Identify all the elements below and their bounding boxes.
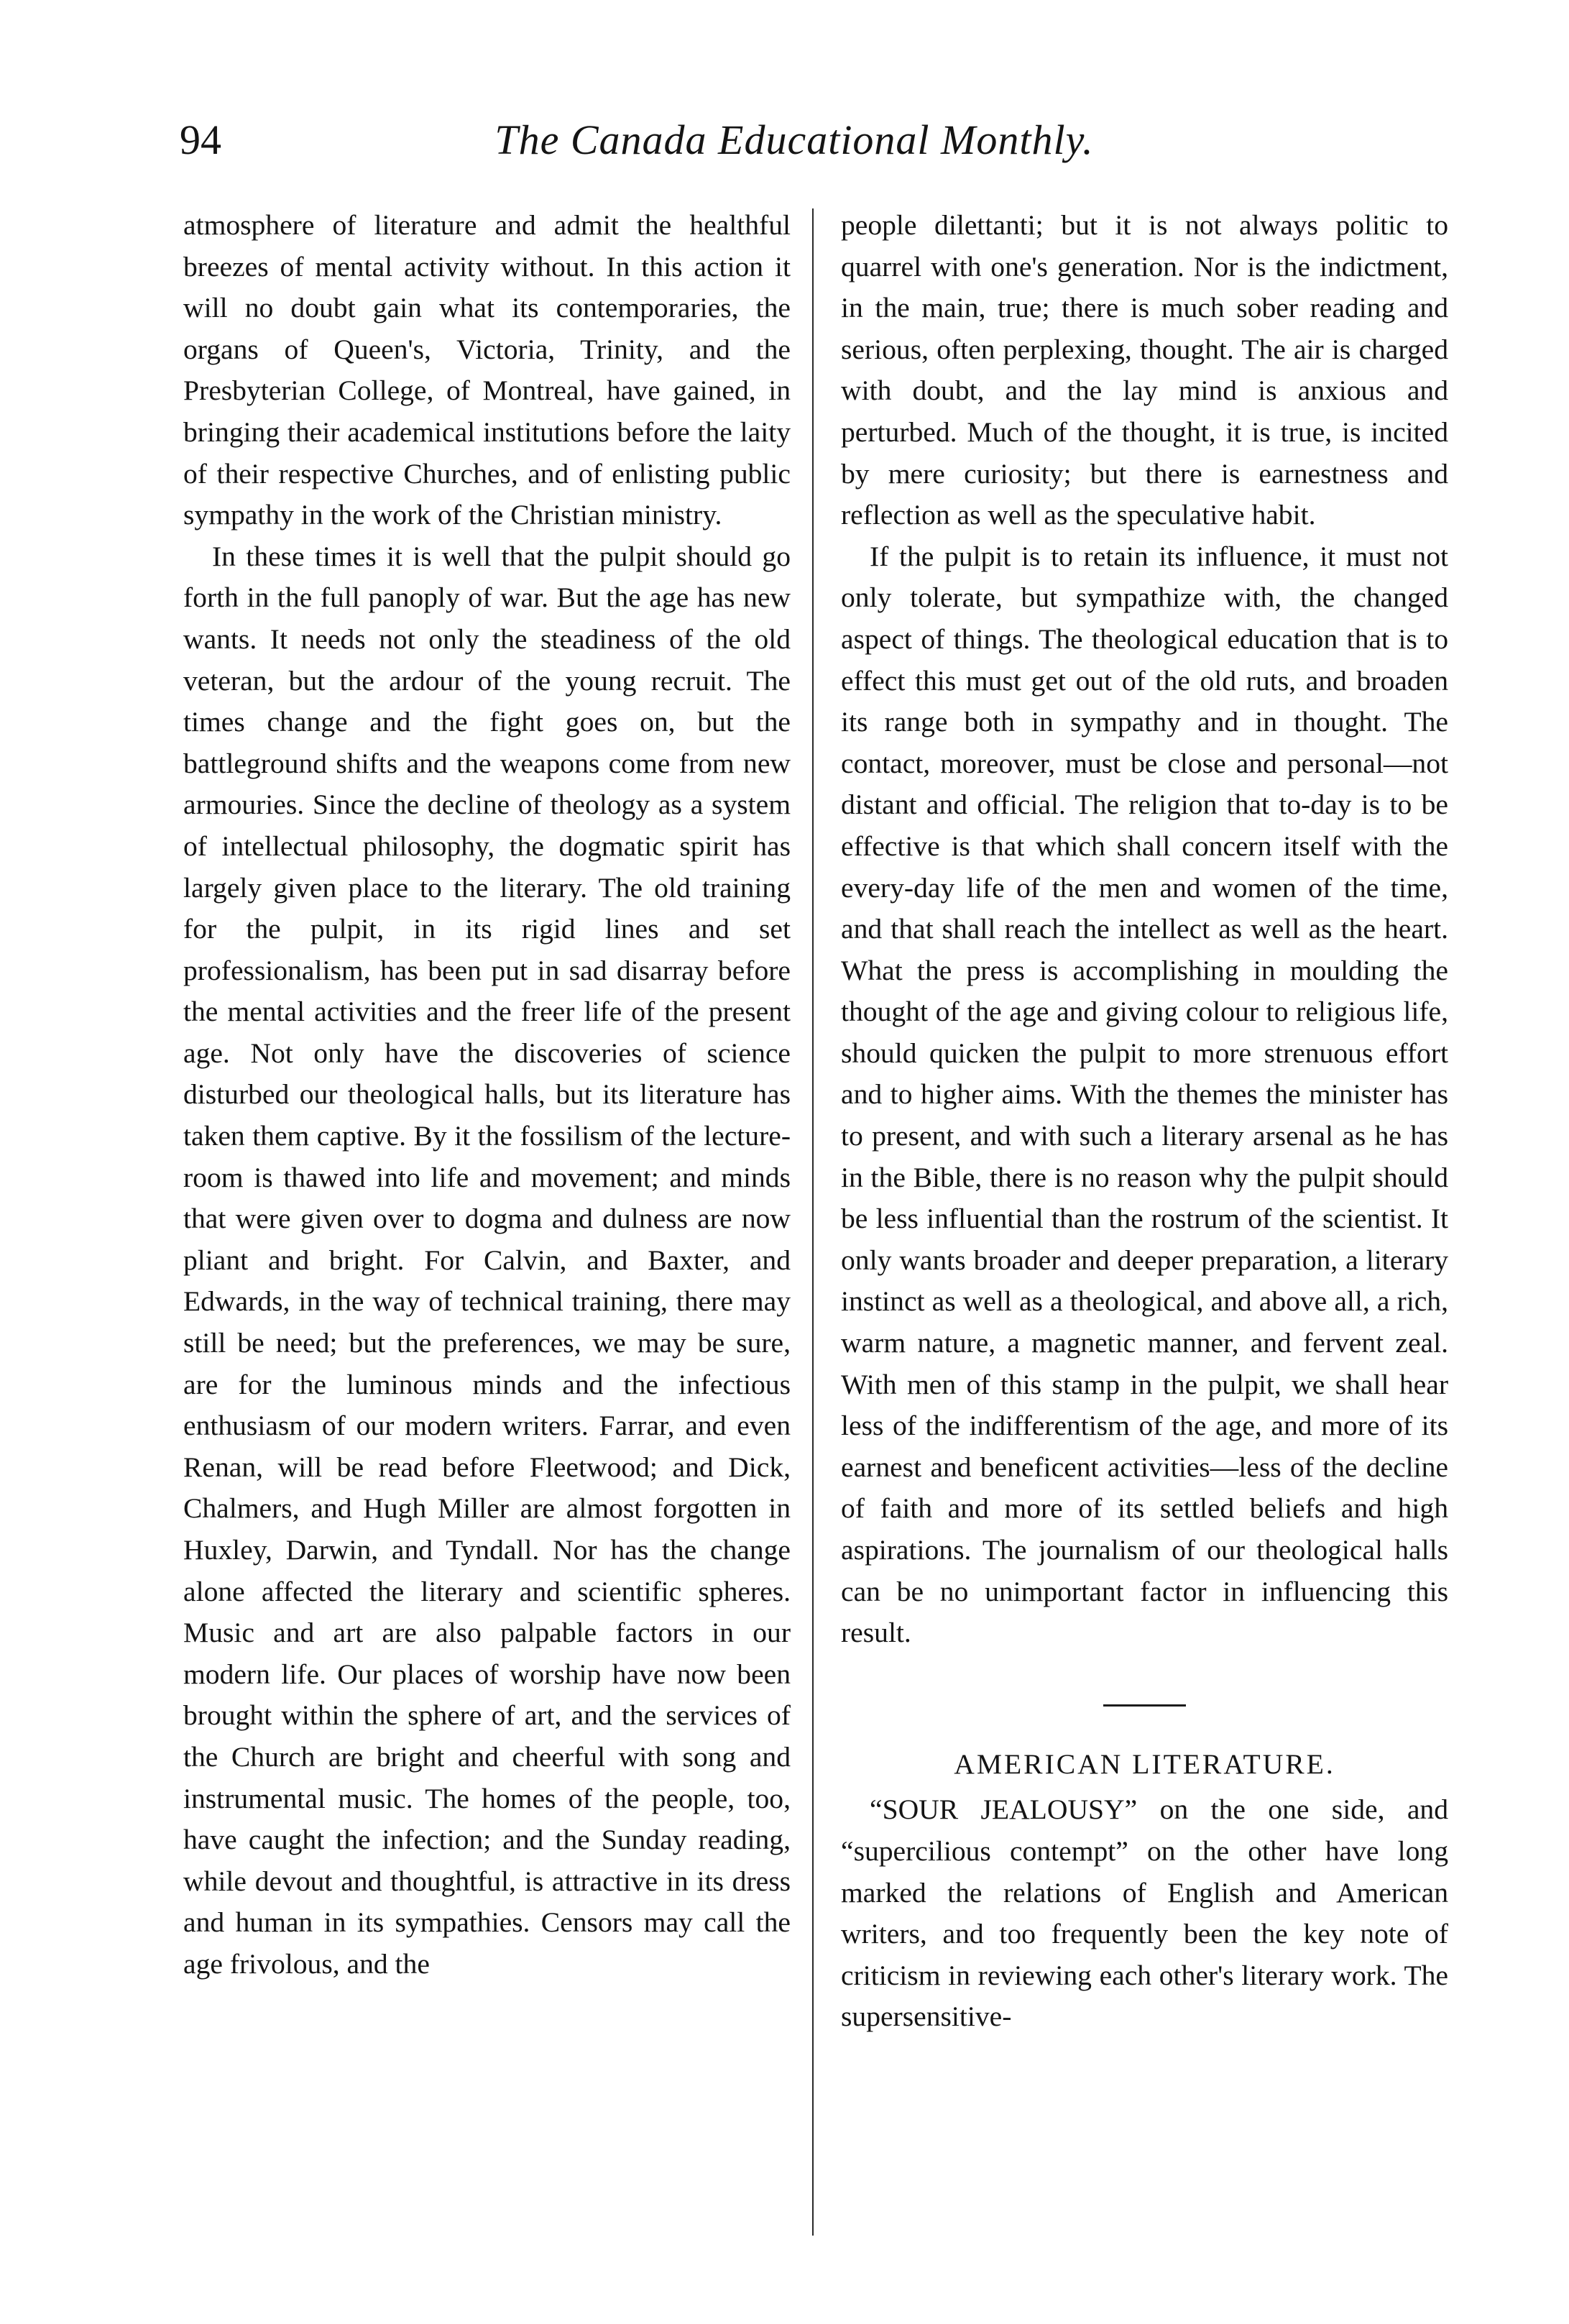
- left-column: [183, 205, 791, 1985]
- paragraph: people dilettanti; but it is not always politic to quarrel with one's generation. Nor is the indictment, in the main, true; there is much sober reading and serious, often perplexing, thought. The air is charged with doubt, and the lay mind is anxious and perturbed. Much of the thought, it is true, is incited by mere curiosity; but there is earnestness and reflection as well as the speculative habit.: [841, 209, 1448, 531]
- page-header: [180, 108, 1409, 173]
- paragraph: atmosphere of literature and admit the healthful breezes of mental activity without. In this action it will no doubt gain what its contemporaries, the organs of Queen's, Victoria, Trinity, and the Presbyterian College, of Montreal, have gained, in bringing their academical institutions before the laity of their respective Churches, and of enlisting public sympathy in the work of the Christian ministry.: [183, 209, 791, 531]
- paragraph: In these times it is well that the pulpit should go forth in the full panoply of war. But the age has new wants. It needs not only the steadiness of the old veteran, but the ardour of the young recruit. The times change and the fight goes on, but the battleground shifts and the weapons come from new armouries. Since the decline of theology as a system of intellectual philosophy, the dogmatic spirit has largely given place to the literary. The old training for the pulpit, in its rigid lines and set professionalism, has been put in sad disarray before the mental activities and the freer life of the present age. Not only have the discoveries of science disturbed our theological halls, but its literature has taken them captive. By it the fossilism of the lecture-room is thawed into life and movement; and minds that were given over to dogma and dulness are now pliant and bright. For Calvin, and Baxter, and Edwards, in the way of technical training, there may still be need; but the preferences, we may be sure, are for the luminous minds and the infectious enthusiasm of our modern writers. Farrar, and even Renan, will be read before Fleetwood; and Dick, Chalmers, and Hugh Miller are almost forgotten in Huxley, Darwin, and Tyndall. Nor has the change alone affected the literary and scientific spheres. Music and art are also palpable factors in our modern life. Our places of worship have now been brought within the sphere of art, and the services of the Church are bright and cheerful with song and instrumental music. The homes of the people, too, have caught the infection; and the Sunday reading, while devout and thoughtful, is attractive in its dress and human in its sympathies. Censors may call the age frivolous, and the: [183, 540, 791, 1980]
- section-paragraph: “SOUR JEALOUSY” on the one side, and “supercilious contempt” on the other have long marked the relations of English and American writers, and too frequently been the key note of criticism in reviewing each other's literary work. The supersensitive-: [841, 1793, 1448, 2033]
- section-divider: [1103, 1704, 1186, 1707]
- right-column: [841, 205, 1448, 2038]
- section-heading: AMERICAN LITERATURE.: [954, 1747, 1335, 1780]
- paragraph: If the pulpit is to retain its influence, it must not only tolerate, but sympathize with, the changed aspect of things. The theological education that is to effect this must get out of the old ruts, and broaden its range both in sympathy and in thought. The contact, moreover, must be close and personal—not distant and official. The religion that to-day is to be effective is that which shall concern itself with the every-day life of the men and women of the time, and that shall reach the intellect as well as the heart. What the press is accomplishing in moulding the thought of the age and giving colour to religious life, should quicken the pulpit to more strenuous effort and to higher aims. With the themes the minister has to present, and with such a literary arsenal as he has in the Bible, there is no reason why the pulpit should be less influential than the rostrum of the scientist. It only wants broader and deeper preparation, a literary instinct as well as a theological, and above all, a rich, warm nature, a magnetic manner, and fervent zeal. With men of this stamp in the pulpit, we shall hear less of the indifferentism of the age, and more of its earnest and beneficent activities—less of the decline of faith and more of its settled beliefs and high aspirations. The journalism of our theological halls can be no unimportant factor in influencing this result.: [841, 540, 1448, 1649]
- column-divider: [812, 208, 814, 2236]
- page-number: 94: [180, 116, 221, 163]
- running-title: The Canada Educational Monthly.: [494, 116, 1094, 163]
